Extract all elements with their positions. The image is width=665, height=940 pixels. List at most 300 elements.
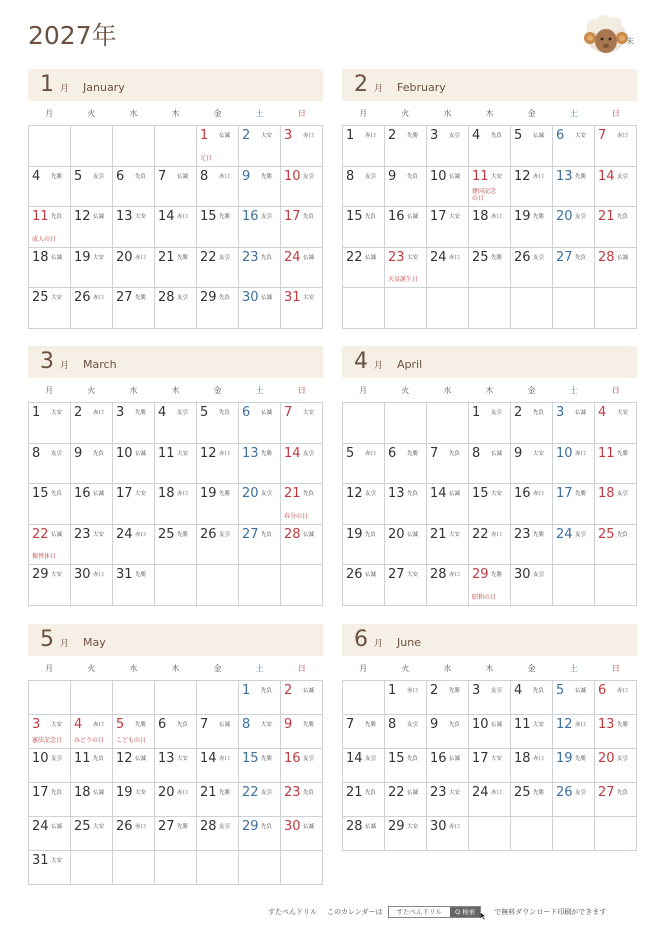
rokuyo-label: 先負 bbox=[51, 790, 63, 796]
month-name: February bbox=[397, 81, 446, 94]
rokuyo-label: 先負 bbox=[617, 214, 629, 220]
day-cell bbox=[71, 783, 113, 817]
empty-cell bbox=[239, 851, 281, 885]
rokuyo-label: 先負 bbox=[407, 491, 419, 497]
day-number: 5 bbox=[74, 168, 83, 184]
day-cell bbox=[511, 207, 553, 248]
weekday-label: 火 bbox=[87, 385, 96, 395]
day-cell bbox=[71, 403, 113, 444]
day-cell bbox=[343, 817, 385, 851]
rokuyo-label: 先勝 bbox=[533, 531, 545, 538]
day-number: 11 bbox=[472, 168, 489, 184]
day-cell bbox=[343, 715, 385, 749]
day-cell bbox=[281, 248, 323, 289]
day-cell bbox=[239, 288, 281, 329]
day-number: 8 bbox=[472, 445, 481, 461]
rokuyo-label: 友引 bbox=[617, 491, 629, 497]
day-cell bbox=[29, 207, 71, 248]
day-number: 18 bbox=[598, 486, 615, 501]
rokuyo-label: 仏滅 bbox=[303, 824, 315, 830]
day-cell bbox=[29, 749, 71, 783]
weekday-label: 月 bbox=[45, 385, 54, 395]
search-button[interactable]: Q 検索 bbox=[450, 907, 480, 917]
day-cell bbox=[113, 167, 155, 208]
rokuyo-label: 大安 bbox=[51, 722, 63, 728]
rokuyo-label: 先勝 bbox=[491, 572, 503, 578]
rokuyo-label: 赤口 bbox=[177, 214, 189, 220]
day-number: 23 bbox=[388, 249, 405, 265]
day-grid bbox=[28, 680, 323, 885]
day-cell bbox=[553, 167, 595, 208]
rokuyo-label: 友引 bbox=[303, 450, 315, 457]
day-number: 27 bbox=[158, 819, 175, 834]
rokuyo-label: 赤口 bbox=[177, 790, 189, 796]
rokuyo-label: 大安 bbox=[449, 531, 461, 538]
day-cell bbox=[343, 248, 385, 289]
rokuyo-label: 先負 bbox=[219, 410, 231, 416]
day-number: 10 bbox=[472, 717, 489, 732]
weekday-label: 水 bbox=[443, 663, 452, 673]
empty-cell bbox=[155, 851, 197, 885]
day-cell bbox=[197, 403, 239, 444]
month-name: April bbox=[397, 358, 423, 371]
day-number: 16 bbox=[514, 486, 531, 501]
weekday-label: 月 bbox=[359, 385, 368, 395]
day-cell bbox=[239, 207, 281, 248]
day-cell bbox=[469, 525, 511, 566]
day-number: 15 bbox=[32, 486, 49, 501]
empty-cell bbox=[553, 565, 595, 606]
rokuyo-label: 先負 bbox=[261, 531, 273, 538]
rokuyo-label: 仏滅 bbox=[219, 133, 231, 139]
day-number: 3 bbox=[32, 717, 41, 732]
day-cell bbox=[155, 715, 197, 749]
rokuyo-label: 友引 bbox=[177, 295, 189, 301]
day-number: 1 bbox=[242, 683, 251, 698]
day-cell bbox=[29, 783, 71, 817]
day-number: 20 bbox=[598, 751, 615, 766]
day-cell bbox=[511, 403, 553, 444]
footer-site-name: すたぺんドリル bbox=[268, 908, 317, 916]
day-cell bbox=[197, 248, 239, 289]
rokuyo-label: 友引 bbox=[491, 688, 503, 694]
day-cell bbox=[469, 167, 511, 208]
day-cell bbox=[197, 444, 239, 485]
day-number: 16 bbox=[284, 751, 301, 766]
rokuyo-label: 先勝 bbox=[177, 531, 189, 538]
day-cell bbox=[385, 525, 427, 566]
holiday-label: 振替休日 bbox=[32, 553, 57, 560]
footer-trail-text: で無料ダウンロード印刷ができます bbox=[494, 908, 607, 916]
day-number: 23 bbox=[284, 785, 301, 800]
footer-lead-text: このカレンダーは bbox=[327, 908, 383, 916]
day-number: 12 bbox=[200, 445, 217, 461]
rokuyo-label: 友引 bbox=[303, 756, 315, 762]
empty-cell bbox=[343, 681, 385, 715]
search-input[interactable]: すたぺんドリル bbox=[389, 907, 451, 917]
rokuyo-label: 仏滅 bbox=[449, 491, 461, 497]
day-cell bbox=[281, 444, 323, 485]
day-cell bbox=[155, 248, 197, 289]
day-number: 14 bbox=[430, 486, 447, 501]
day-number: 25 bbox=[514, 785, 531, 800]
day-cell bbox=[343, 783, 385, 817]
day-number: 22 bbox=[346, 249, 363, 265]
rokuyo-label: 友引 bbox=[219, 254, 231, 261]
rokuyo-label: 仏滅 bbox=[303, 688, 315, 694]
day-number: 9 bbox=[430, 717, 439, 732]
day-grid bbox=[342, 680, 637, 851]
day-number: 18 bbox=[32, 249, 49, 265]
day-cell bbox=[29, 565, 71, 606]
day-number: 17 bbox=[284, 209, 301, 224]
day-cell bbox=[595, 403, 637, 444]
day-number: 11 bbox=[74, 751, 91, 766]
day-number: 13 bbox=[116, 209, 133, 224]
month-number: 6 bbox=[354, 627, 368, 652]
month-name: May bbox=[83, 636, 106, 649]
rokuyo-label: 赤口 bbox=[303, 133, 315, 139]
day-number: 5 bbox=[116, 717, 125, 732]
month-number: 2 bbox=[354, 72, 368, 97]
empty-cell bbox=[343, 403, 385, 444]
day-number: 25 bbox=[32, 290, 49, 305]
rokuyo-label: 仏滅 bbox=[491, 450, 503, 457]
holiday-label: 憲法記念日 bbox=[32, 737, 63, 744]
day-number: 7 bbox=[284, 405, 293, 420]
day-number: 29 bbox=[472, 567, 489, 582]
day-cell bbox=[197, 126, 239, 167]
empty-cell bbox=[469, 288, 511, 329]
rokuyo-label: 赤口 bbox=[177, 491, 189, 497]
day-cell bbox=[427, 248, 469, 289]
weekday-label: 日 bbox=[611, 663, 620, 673]
day-cell bbox=[469, 126, 511, 167]
rokuyo-label: 大安 bbox=[303, 410, 315, 416]
day-cell bbox=[595, 715, 637, 749]
rokuyo-label: 先勝 bbox=[575, 756, 587, 762]
rokuyo-label: 先勝 bbox=[261, 450, 273, 457]
day-number: 4 bbox=[74, 717, 83, 732]
day-cell bbox=[113, 817, 155, 851]
rokuyo-label: 先勝 bbox=[575, 173, 587, 180]
empty-cell bbox=[239, 565, 281, 606]
day-cell bbox=[155, 749, 197, 783]
day-number: 13 bbox=[242, 445, 259, 461]
rokuyo-label: 仏滅 bbox=[491, 722, 503, 728]
weekday-label: 土 bbox=[569, 108, 578, 118]
day-number: 14 bbox=[200, 751, 217, 766]
month-header bbox=[28, 346, 323, 378]
day-number: 11 bbox=[598, 445, 615, 461]
rokuyo-label: 先負 bbox=[177, 722, 189, 728]
day-number: 2 bbox=[514, 405, 523, 420]
day-cell bbox=[427, 565, 469, 606]
rokuyo-label: 先負 bbox=[303, 491, 315, 497]
rokuyo-label: 先勝 bbox=[177, 254, 189, 261]
day-cell bbox=[197, 288, 239, 329]
cursor-icon bbox=[480, 912, 488, 920]
weekday-label: 金 bbox=[213, 385, 222, 395]
rokuyo-label: 赤口 bbox=[93, 722, 105, 728]
day-number: 9 bbox=[388, 168, 397, 184]
day-number: 10 bbox=[116, 445, 133, 461]
footer bbox=[268, 904, 606, 920]
rokuyo-label: 大安 bbox=[533, 450, 545, 457]
weekday-label: 木 bbox=[171, 385, 180, 395]
rokuyo-label: 仏滅 bbox=[303, 531, 315, 538]
day-number: 19 bbox=[556, 751, 573, 766]
holiday-label: みどりの日 bbox=[74, 737, 105, 744]
month-march bbox=[28, 346, 323, 606]
weekday-label: 日 bbox=[297, 385, 306, 395]
day-cell bbox=[469, 484, 511, 525]
weekday-label: 火 bbox=[401, 663, 410, 673]
rokuyo-label: 仏滅 bbox=[51, 824, 63, 830]
day-cell bbox=[113, 288, 155, 329]
day-cell bbox=[511, 248, 553, 289]
rokuyo-label: 仏滅 bbox=[617, 254, 629, 261]
rokuyo-label: 友引 bbox=[365, 756, 377, 762]
empty-cell bbox=[511, 288, 553, 329]
day-number: 7 bbox=[158, 168, 167, 184]
holiday-label: 昭和の日 bbox=[472, 593, 497, 601]
day-number: 1 bbox=[346, 128, 355, 143]
rokuyo-label: 大安 bbox=[177, 450, 189, 457]
rokuyo-label: 先勝 bbox=[449, 688, 461, 694]
day-number: 4 bbox=[32, 168, 41, 184]
day-number: 19 bbox=[74, 249, 91, 265]
day-cell bbox=[427, 817, 469, 851]
day-cell bbox=[595, 749, 637, 783]
empty-cell bbox=[71, 681, 113, 715]
rokuyo-label: 仏滅 bbox=[407, 790, 419, 796]
day-number: 22 bbox=[472, 526, 489, 542]
empty-cell bbox=[427, 288, 469, 329]
day-cell bbox=[71, 749, 113, 783]
day-number: 23 bbox=[242, 249, 259, 265]
weekday-label: 月 bbox=[359, 663, 368, 673]
day-number: 19 bbox=[514, 209, 531, 224]
day-cell bbox=[155, 783, 197, 817]
day-cell bbox=[281, 525, 323, 566]
rokuyo-label: 仏滅 bbox=[365, 824, 377, 830]
day-cell bbox=[469, 248, 511, 289]
day-number: 2 bbox=[284, 683, 293, 698]
weekday-label: 土 bbox=[255, 108, 264, 118]
day-cell bbox=[511, 565, 553, 606]
day-cell bbox=[29, 484, 71, 525]
rokuyo-label: 仏滅 bbox=[135, 450, 147, 457]
day-number: 26 bbox=[514, 249, 531, 265]
day-number: 24 bbox=[430, 249, 447, 265]
rokuyo-label: 先勝 bbox=[219, 491, 231, 497]
day-number: 29 bbox=[388, 819, 405, 834]
rokuyo-label: 仏滅 bbox=[575, 410, 587, 416]
day-number: 7 bbox=[430, 445, 439, 461]
day-cell bbox=[427, 126, 469, 167]
empty-cell bbox=[595, 817, 637, 851]
rokuyo-label: 仏滅 bbox=[177, 173, 189, 180]
day-cell bbox=[281, 207, 323, 248]
rokuyo-label: 先勝 bbox=[617, 722, 629, 728]
day-number: 12 bbox=[346, 486, 363, 501]
rokuyo-label: 大安 bbox=[51, 410, 63, 416]
day-number: 29 bbox=[200, 290, 217, 305]
day-number: 28 bbox=[200, 819, 217, 834]
day-cell bbox=[553, 681, 595, 715]
day-number: 14 bbox=[346, 751, 363, 766]
day-number: 26 bbox=[116, 819, 133, 834]
rokuyo-label: 先負 bbox=[303, 790, 315, 796]
day-number: 30 bbox=[242, 290, 259, 305]
day-number: 21 bbox=[430, 526, 447, 542]
day-cell bbox=[197, 207, 239, 248]
day-number: 29 bbox=[242, 819, 259, 834]
day-cell bbox=[385, 783, 427, 817]
day-number: 24 bbox=[556, 526, 573, 542]
rokuyo-label: 大安 bbox=[303, 295, 315, 301]
day-number: 21 bbox=[598, 209, 615, 224]
month-suffix: 月 bbox=[374, 361, 384, 371]
rokuyo-label: 大安 bbox=[261, 722, 273, 728]
month-february bbox=[342, 69, 637, 329]
day-number: 17 bbox=[116, 486, 133, 501]
day-number: 20 bbox=[556, 209, 573, 224]
day-cell bbox=[553, 525, 595, 566]
weekday-label: 土 bbox=[569, 663, 578, 673]
search-box[interactable] bbox=[388, 906, 482, 918]
day-cell bbox=[197, 715, 239, 749]
day-number: 27 bbox=[556, 249, 573, 265]
day-cell bbox=[595, 525, 637, 566]
weekday-label: 木 bbox=[485, 663, 494, 673]
day-number: 2 bbox=[74, 405, 83, 420]
day-number: 28 bbox=[158, 290, 175, 305]
day-number: 22 bbox=[388, 785, 405, 800]
rokuyo-label: 友引 bbox=[491, 410, 503, 416]
day-cell bbox=[197, 817, 239, 851]
day-cell bbox=[469, 681, 511, 715]
rokuyo-label: 先負 bbox=[365, 214, 377, 220]
day-cell bbox=[29, 288, 71, 329]
day-number: 28 bbox=[598, 249, 615, 265]
day-grid bbox=[28, 125, 323, 329]
rokuyo-label: 先負 bbox=[617, 790, 629, 796]
day-number: 10 bbox=[284, 168, 301, 184]
day-grid bbox=[342, 402, 637, 606]
rokuyo-label: 先勝 bbox=[177, 824, 189, 830]
day-number: 6 bbox=[388, 445, 397, 461]
day-cell bbox=[469, 403, 511, 444]
day-cell bbox=[281, 288, 323, 329]
day-number: 26 bbox=[74, 290, 91, 305]
empty-cell bbox=[113, 681, 155, 715]
day-number: 6 bbox=[598, 683, 607, 698]
day-number: 31 bbox=[284, 290, 301, 305]
rokuyo-label: 先勝 bbox=[407, 450, 419, 457]
rokuyo-label: 先負 bbox=[575, 254, 587, 261]
day-cell bbox=[385, 565, 427, 606]
rokuyo-label: 先勝 bbox=[303, 722, 315, 728]
day-cell bbox=[155, 403, 197, 444]
day-number: 5 bbox=[200, 405, 209, 420]
day-number: 19 bbox=[116, 785, 133, 800]
day-number: 26 bbox=[200, 526, 217, 542]
day-number: 1 bbox=[32, 405, 41, 420]
day-cell bbox=[197, 167, 239, 208]
rokuyo-label: 赤口 bbox=[93, 295, 105, 301]
day-cell bbox=[553, 207, 595, 248]
day-number: 31 bbox=[32, 853, 49, 868]
rokuyo-label: 先勝 bbox=[135, 295, 147, 301]
day-number: 29 bbox=[32, 567, 49, 582]
rokuyo-label: 友引 bbox=[219, 824, 231, 830]
rokuyo-label: 先勝 bbox=[135, 572, 147, 578]
day-number: 16 bbox=[74, 486, 91, 501]
day-cell bbox=[511, 783, 553, 817]
day-number: 27 bbox=[242, 526, 259, 542]
weekday-label: 日 bbox=[297, 663, 306, 673]
day-number: 5 bbox=[514, 128, 523, 143]
empty-cell bbox=[71, 851, 113, 885]
day-number: 10 bbox=[32, 751, 49, 766]
day-cell bbox=[239, 126, 281, 167]
holiday-label: 元日 bbox=[200, 154, 213, 162]
rokuyo-label: 赤口 bbox=[449, 572, 461, 578]
rokuyo-label: 先負 bbox=[261, 688, 273, 694]
day-number: 15 bbox=[242, 751, 259, 766]
day-number: 2 bbox=[388, 128, 397, 143]
rokuyo-label: 友引 bbox=[617, 756, 629, 762]
day-number: 23 bbox=[430, 785, 447, 800]
day-number: 9 bbox=[242, 168, 251, 184]
day-cell bbox=[155, 444, 197, 485]
day-cell bbox=[281, 681, 323, 715]
day-number: 11 bbox=[32, 209, 49, 224]
day-number: 4 bbox=[472, 128, 481, 143]
weekday-label: 日 bbox=[611, 108, 620, 118]
day-cell bbox=[281, 715, 323, 749]
rokuyo-label: 赤口 bbox=[135, 254, 147, 261]
day-number: 28 bbox=[430, 567, 447, 582]
day-cell bbox=[385, 749, 427, 783]
day-number: 8 bbox=[200, 168, 209, 184]
day-cell bbox=[197, 783, 239, 817]
day-cell bbox=[281, 484, 323, 525]
day-cell bbox=[239, 817, 281, 851]
day-grid bbox=[28, 402, 323, 606]
day-number: 27 bbox=[116, 290, 133, 305]
day-cell bbox=[469, 749, 511, 783]
rokuyo-label: 赤口 bbox=[135, 824, 147, 830]
day-number: 26 bbox=[346, 567, 363, 582]
day-cell bbox=[343, 484, 385, 525]
day-cell bbox=[595, 248, 637, 289]
rokuyo-label: 先勝 bbox=[617, 450, 629, 457]
day-number: 5 bbox=[346, 445, 355, 461]
day-number: 4 bbox=[598, 405, 607, 420]
month-number: 4 bbox=[354, 349, 368, 374]
rokuyo-label: 先勝 bbox=[533, 214, 545, 220]
rokuyo-label: 先負 bbox=[365, 790, 377, 796]
rokuyo-label: 先勝 bbox=[575, 491, 587, 497]
day-cell bbox=[29, 403, 71, 444]
rokuyo-label: 仏滅 bbox=[261, 410, 273, 416]
day-number: 28 bbox=[346, 819, 363, 834]
day-number: 2 bbox=[242, 128, 251, 143]
empty-cell bbox=[343, 288, 385, 329]
